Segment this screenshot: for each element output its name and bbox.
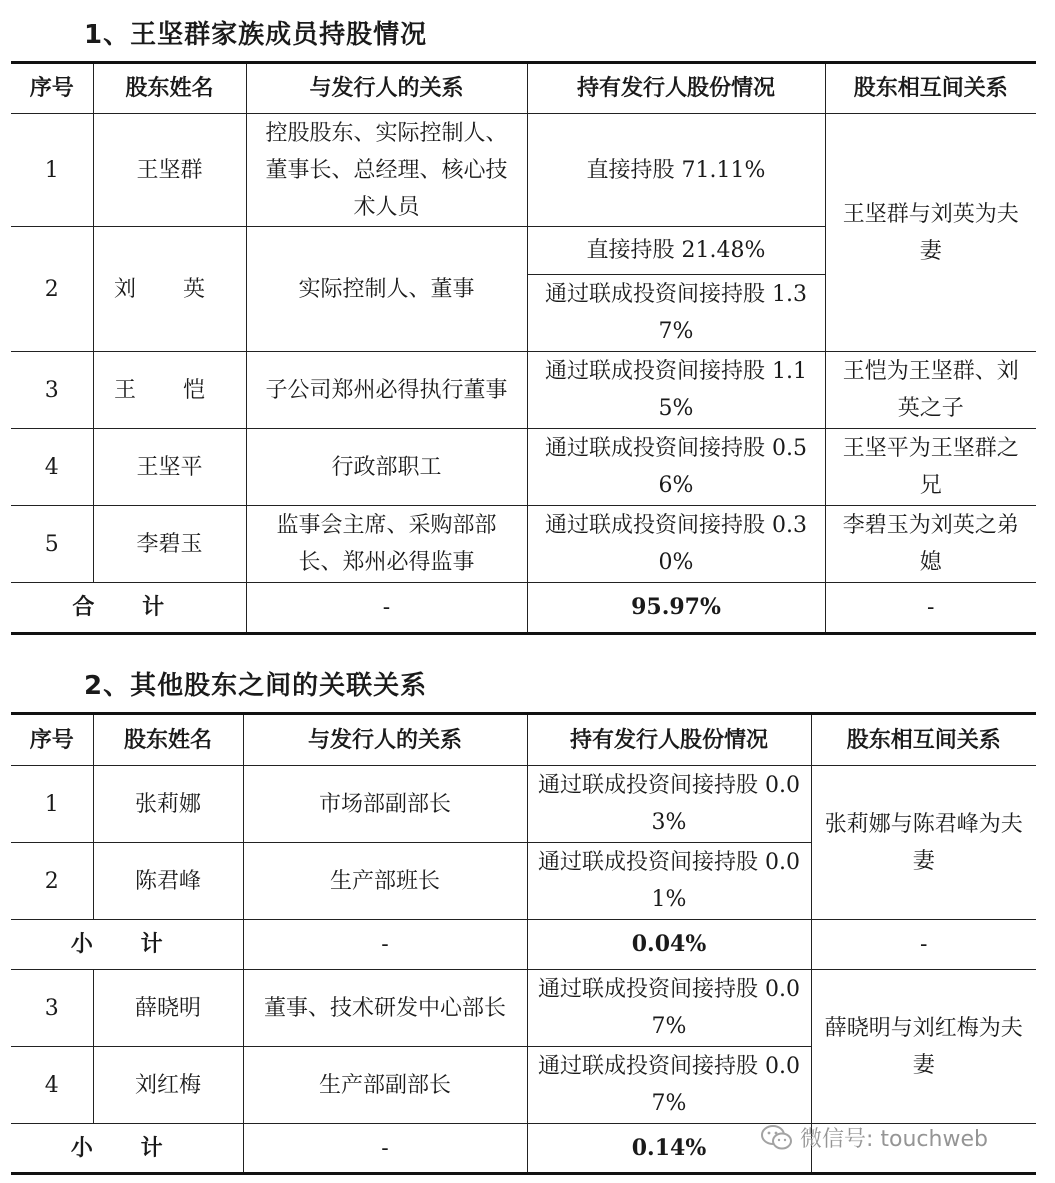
row-holding: 通过联成投资间接持股 1.37% xyxy=(527,275,825,352)
row-name: 刘 英 xyxy=(93,227,246,352)
row-no: 2 xyxy=(11,227,93,352)
header-no: 序号 xyxy=(11,63,93,114)
header-relation: 与发行人的关系 xyxy=(246,63,527,114)
row-mutual: 王坚群与刘英为夫妻 xyxy=(825,114,1036,352)
other-shareholders-table xyxy=(11,712,1036,1175)
row-no: 3 xyxy=(11,352,93,429)
table-row xyxy=(11,506,1036,583)
subtotal-relation: - xyxy=(243,920,527,970)
row-no: 4 xyxy=(11,1047,93,1124)
row-relation: 董事、技术研发中心部长 xyxy=(243,970,527,1047)
header-name: 股东姓名 xyxy=(93,714,243,766)
row-holding: 直接持股 71.11% xyxy=(527,114,825,227)
row-name: 薛晓明 xyxy=(93,970,243,1047)
row-mutual: 王恺为王坚群、刘英之子 xyxy=(825,352,1036,429)
header-no: 序号 xyxy=(11,714,93,766)
header-holding: 持有发行人股份情况 xyxy=(527,714,811,766)
row-no: 4 xyxy=(11,429,93,506)
row-mutual: 薛晓明与刘红梅为夫妻 xyxy=(811,970,1036,1124)
row-no: 5 xyxy=(11,506,93,583)
row-relation: 行政部职工 xyxy=(246,429,527,506)
row-relation: 控股股东、实际控制人、董事长、总经理、核心技术人员 xyxy=(246,114,527,227)
subtotal-mutual: - xyxy=(811,920,1036,970)
total-mutual: - xyxy=(825,583,1036,634)
header-relation: 与发行人的关系 xyxy=(243,714,527,766)
wechat-icon xyxy=(760,1124,794,1152)
total-holding: 95.97% xyxy=(527,583,825,634)
row-relation: 子公司郑州必得执行董事 xyxy=(246,352,527,429)
row-relation: 生产部副部长 xyxy=(243,1047,527,1124)
header-holding: 持有发行人股份情况 xyxy=(527,63,825,114)
section-1-title: 1、王坚群家族成员持股情况 xyxy=(84,20,428,50)
row-mutual: 王坚平为王坚群之兄 xyxy=(825,429,1036,506)
row-mutual: 李碧玉为刘英之弟媳 xyxy=(825,506,1036,583)
row-name: 王 恺 xyxy=(93,352,246,429)
row-holding: 通过联成投资间接持股 0.03% xyxy=(527,766,811,843)
total-row xyxy=(11,583,1036,634)
row-no: 1 xyxy=(11,766,93,843)
row-relation: 生产部班长 xyxy=(243,843,527,920)
table-row xyxy=(11,766,1036,843)
row-holding: 通过联成投资间接持股 0.56% xyxy=(527,429,825,506)
total-relation: - xyxy=(246,583,527,634)
row-mutual: 张莉娜与陈君峰为夫妻 xyxy=(811,766,1036,920)
table-header-row xyxy=(11,714,1036,766)
row-name: 陈君峰 xyxy=(93,843,243,920)
row-relation: 实际控制人、董事 xyxy=(246,227,527,352)
family-shareholding-table xyxy=(11,61,1036,635)
row-no: 2 xyxy=(11,843,93,920)
subtotal-row xyxy=(11,920,1036,970)
row-holding: 通过联成投资间接持股 0.30% xyxy=(527,506,825,583)
row-holding: 通过联成投资间接持股 1.15% xyxy=(527,352,825,429)
row-name: 刘红梅 xyxy=(93,1047,243,1124)
row-name: 李碧玉 xyxy=(93,506,246,583)
subtotal-holding: 0.14% xyxy=(527,1124,811,1174)
section-2-title: 2、其他股东之间的关联关系 xyxy=(84,671,428,701)
row-holding: 通过联成投资间接持股 0.01% xyxy=(527,843,811,920)
row-holding: 直接持股 21.48% xyxy=(527,227,825,275)
watermark xyxy=(760,1122,988,1153)
header-mutual: 股东相互间关系 xyxy=(825,63,1036,114)
watermark-text: 微信号: touchweb xyxy=(800,1127,988,1152)
row-name: 张莉娜 xyxy=(93,766,243,843)
table-row xyxy=(11,970,1036,1047)
table-row xyxy=(11,114,1036,227)
table-row xyxy=(11,352,1036,429)
subtotal-relation: - xyxy=(243,1124,527,1174)
table-row xyxy=(11,429,1036,506)
row-no: 3 xyxy=(11,970,93,1047)
row-name: 王坚群 xyxy=(93,114,246,227)
table-header-row xyxy=(11,63,1036,114)
subtotal-label: 小 计 xyxy=(11,1124,243,1174)
header-name: 股东姓名 xyxy=(93,63,246,114)
row-holding: 通过联成投资间接持股 0.07% xyxy=(527,970,811,1047)
row-name: 王坚平 xyxy=(93,429,246,506)
row-no: 1 xyxy=(11,114,93,227)
row-holding: 通过联成投资间接持股 0.07% xyxy=(527,1047,811,1124)
subtotal-label: 小 计 xyxy=(11,920,243,970)
subtotal-holding: 0.04% xyxy=(527,920,811,970)
total-label: 合 计 xyxy=(11,583,246,634)
header-mutual: 股东相互间关系 xyxy=(811,714,1036,766)
row-relation: 市场部副部长 xyxy=(243,766,527,843)
row-relation: 监事会主席、采购部部长、郑州必得监事 xyxy=(246,506,527,583)
